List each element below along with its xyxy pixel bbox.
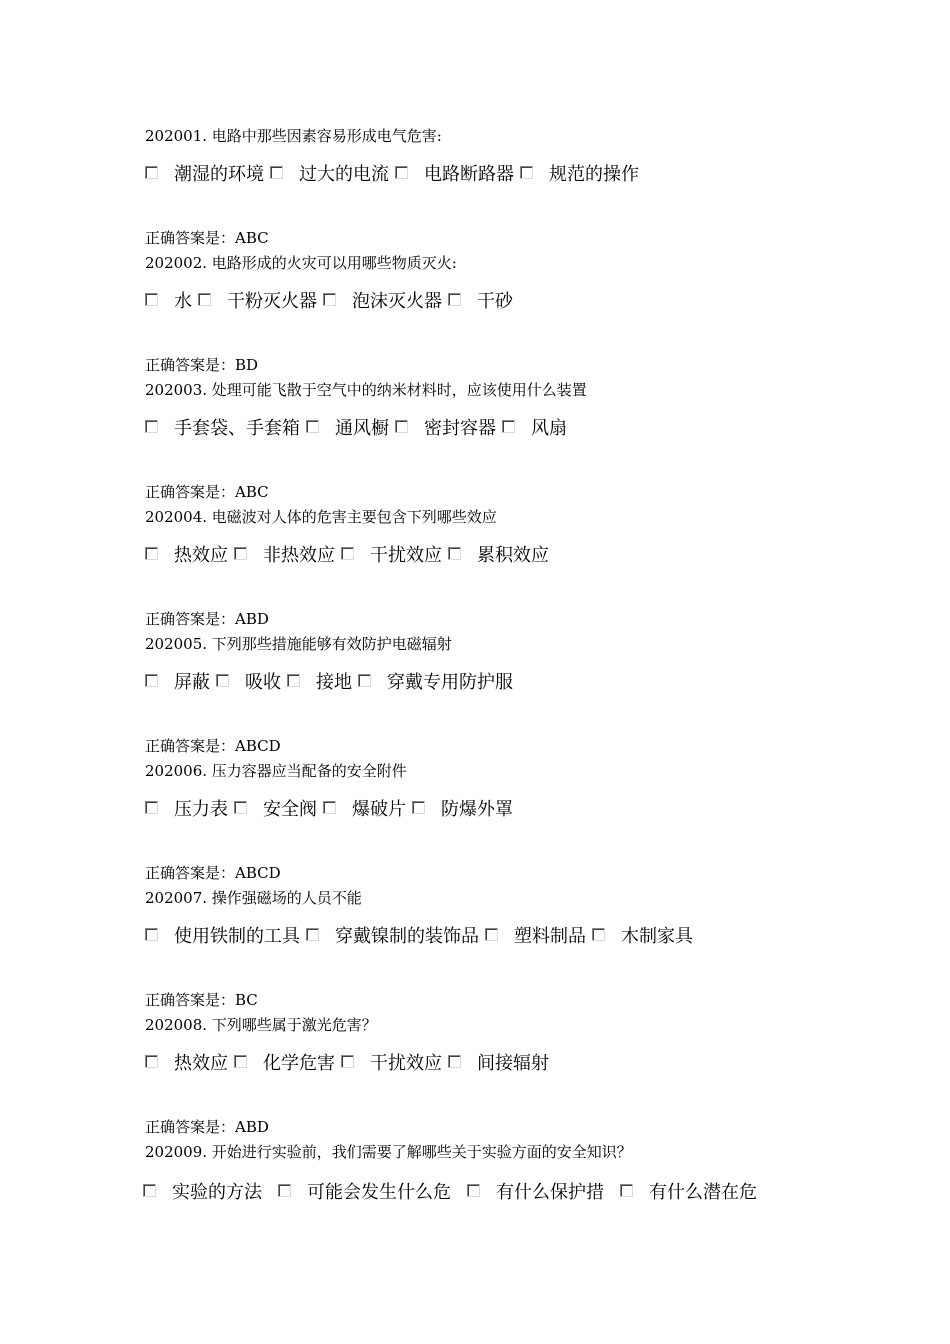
option-label: 手套袋、手套箱 [174, 418, 300, 439]
correct-answer: 正确答案是：ABCD [145, 737, 281, 755]
option-label: 风扇 [531, 418, 567, 439]
question-title: 202002. 电路形成的火灾可以用哪些物质灭火: [145, 254, 457, 272]
checkbox[interactable] [216, 674, 229, 687]
question-title: 202001. 电路中那些因素容易形成电气危害: [145, 127, 442, 145]
question-title: 202007. 操作强磁场的人员不能 [145, 889, 362, 907]
option-row [143, 162, 643, 188]
checkbox[interactable] [278, 1184, 291, 1197]
option-label: 防爆外罩 [441, 799, 513, 820]
option[interactable] [143, 924, 304, 950]
checkbox[interactable] [145, 801, 158, 814]
checkbox[interactable] [145, 928, 158, 941]
option[interactable] [196, 289, 321, 315]
checkbox[interactable] [145, 420, 158, 433]
question-title: 202006. 压力容器应当配备的安全附件 [145, 762, 407, 780]
correct-answer: 正确答案是：BD [145, 356, 259, 374]
option-label: 电路断路器 [424, 164, 514, 185]
checkbox[interactable] [145, 166, 158, 179]
checkbox[interactable] [270, 166, 283, 179]
option-label: 干砂 [477, 291, 513, 312]
option-label: 压力表 [174, 799, 228, 820]
option-label: 实验的方法 [172, 1182, 262, 1203]
checkbox[interactable] [234, 547, 247, 560]
option-row [143, 543, 553, 569]
question-title: 202005. 下列那些措施能够有效防护电磁辐射 [145, 635, 452, 653]
option[interactable] [304, 416, 393, 442]
option-label: 使用铁制的工具 [174, 926, 300, 947]
option-label: 接地 [316, 672, 352, 693]
option-row [143, 797, 517, 823]
option-label: 化学危害 [263, 1053, 335, 1074]
option[interactable] [232, 797, 321, 823]
option[interactable] [339, 1051, 446, 1077]
correct-answer: 正确答案是：ABC [145, 229, 269, 247]
checkbox[interactable] [234, 801, 247, 814]
checkbox[interactable] [467, 1184, 480, 1197]
option-label: 热效应 [174, 1053, 228, 1074]
question-title: 202009. 开始进行实验前，我们需要了解哪些关于实验方面的安全知识？ [145, 1143, 632, 1161]
correct-answer: 正确答案是：ABC [145, 483, 269, 501]
option-label: 屏蔽 [174, 672, 210, 693]
checkbox[interactable] [323, 801, 336, 814]
option-label: 干扰效应 [370, 1053, 442, 1074]
option[interactable] [143, 670, 214, 696]
option-label: 穿戴镍制的装饰品 [335, 926, 479, 947]
option-label: 间接辐射 [477, 1053, 549, 1074]
option-row [143, 416, 571, 442]
checkbox[interactable] [341, 547, 354, 560]
question-title: 202003. 处理可能飞散于空气中的纳米材料时，应该使用什么装置 [145, 381, 587, 399]
option-label: 有什么保护措 [496, 1182, 604, 1203]
option-row [143, 1051, 553, 1077]
option[interactable] [143, 543, 232, 569]
option-label: 塑料制品 [514, 926, 586, 947]
option[interactable] [446, 543, 553, 569]
checkbox[interactable] [448, 1055, 461, 1068]
option[interactable] [500, 416, 571, 442]
option-label: 累积效应 [477, 545, 549, 566]
option-label: 规范的操作 [549, 164, 639, 185]
option-label: 水 [174, 291, 192, 312]
checkbox[interactable] [341, 1055, 354, 1068]
option[interactable] [232, 543, 339, 569]
option-row [141, 1180, 761, 1206]
option-label: 有什么潜在危 [649, 1182, 757, 1203]
option[interactable] [276, 1180, 465, 1206]
option[interactable] [304, 924, 483, 950]
option-label: 过大的电流 [299, 164, 389, 185]
option-label: 安全阀 [263, 799, 317, 820]
option-label: 密封容器 [424, 418, 496, 439]
checkbox[interactable] [620, 1184, 633, 1197]
option[interactable] [141, 1180, 276, 1206]
option[interactable] [143, 289, 196, 315]
option[interactable] [214, 670, 285, 696]
checkbox[interactable] [395, 420, 408, 433]
checkbox[interactable] [306, 420, 319, 433]
checkbox[interactable] [145, 293, 158, 306]
option-label: 爆破片 [352, 799, 406, 820]
checkbox[interactable] [306, 928, 319, 941]
checkbox[interactable] [145, 547, 158, 560]
option-label: 穿戴专用防护服 [387, 672, 513, 693]
checkbox[interactable] [287, 674, 300, 687]
checkbox[interactable] [485, 928, 498, 941]
checkbox[interactable] [145, 674, 158, 687]
checkbox[interactable] [145, 1055, 158, 1068]
checkbox[interactable] [592, 928, 605, 941]
option[interactable] [143, 1051, 232, 1077]
correct-answer: 正确答案是：BC [145, 991, 258, 1009]
option[interactable] [483, 924, 590, 950]
option[interactable] [393, 162, 518, 188]
option[interactable] [590, 924, 697, 950]
option-row [143, 289, 517, 315]
option[interactable] [143, 162, 268, 188]
option[interactable] [518, 162, 643, 188]
option[interactable] [232, 1051, 339, 1077]
option-label: 潮湿的环境 [174, 164, 264, 185]
checkbox[interactable] [395, 166, 408, 179]
option-label: 可能会发生什么危 [307, 1182, 451, 1203]
checkbox[interactable] [143, 1184, 156, 1197]
question-title: 202008. 下列哪些属于激光危害？ [145, 1016, 377, 1034]
option-label: 吸收 [245, 672, 281, 693]
question-title: 202004. 电磁波对人体的危害主要包含下列哪些效应 [145, 508, 497, 526]
option[interactable] [446, 1051, 553, 1077]
checkbox[interactable] [234, 1055, 247, 1068]
checkbox[interactable] [358, 674, 371, 687]
option-label: 木制家具 [621, 926, 693, 947]
option[interactable] [268, 162, 393, 188]
option[interactable] [393, 416, 500, 442]
checkbox[interactable] [448, 547, 461, 560]
correct-answer: 正确答案是：ABD [145, 610, 269, 628]
checkbox[interactable] [502, 420, 515, 433]
option[interactable] [285, 670, 356, 696]
option-label: 泡沫灭火器 [352, 291, 442, 312]
option-label: 通风橱 [335, 418, 389, 439]
correct-answer: 正确答案是：ABD [145, 1118, 269, 1136]
checkbox[interactable] [520, 166, 533, 179]
checkbox[interactable] [323, 293, 336, 306]
checkbox[interactable] [412, 801, 425, 814]
option-label: 干扰效应 [370, 545, 442, 566]
option-row [143, 670, 517, 696]
option[interactable] [321, 797, 410, 823]
option-label: 干粉灭火器 [227, 291, 317, 312]
option[interactable] [410, 797, 517, 823]
option[interactable] [143, 416, 304, 442]
option-label: 热效应 [174, 545, 228, 566]
option[interactable] [339, 543, 446, 569]
option-label: 非热效应 [263, 545, 335, 566]
option[interactable] [356, 670, 517, 696]
option[interactable] [321, 289, 446, 315]
correct-answer: 正确答案是：ABCD [145, 864, 281, 882]
option[interactable] [618, 1180, 761, 1206]
option[interactable] [465, 1180, 618, 1206]
option[interactable] [446, 289, 517, 315]
checkbox[interactable] [198, 293, 211, 306]
option-row [143, 924, 697, 950]
checkbox[interactable] [448, 293, 461, 306]
option[interactable] [143, 797, 232, 823]
